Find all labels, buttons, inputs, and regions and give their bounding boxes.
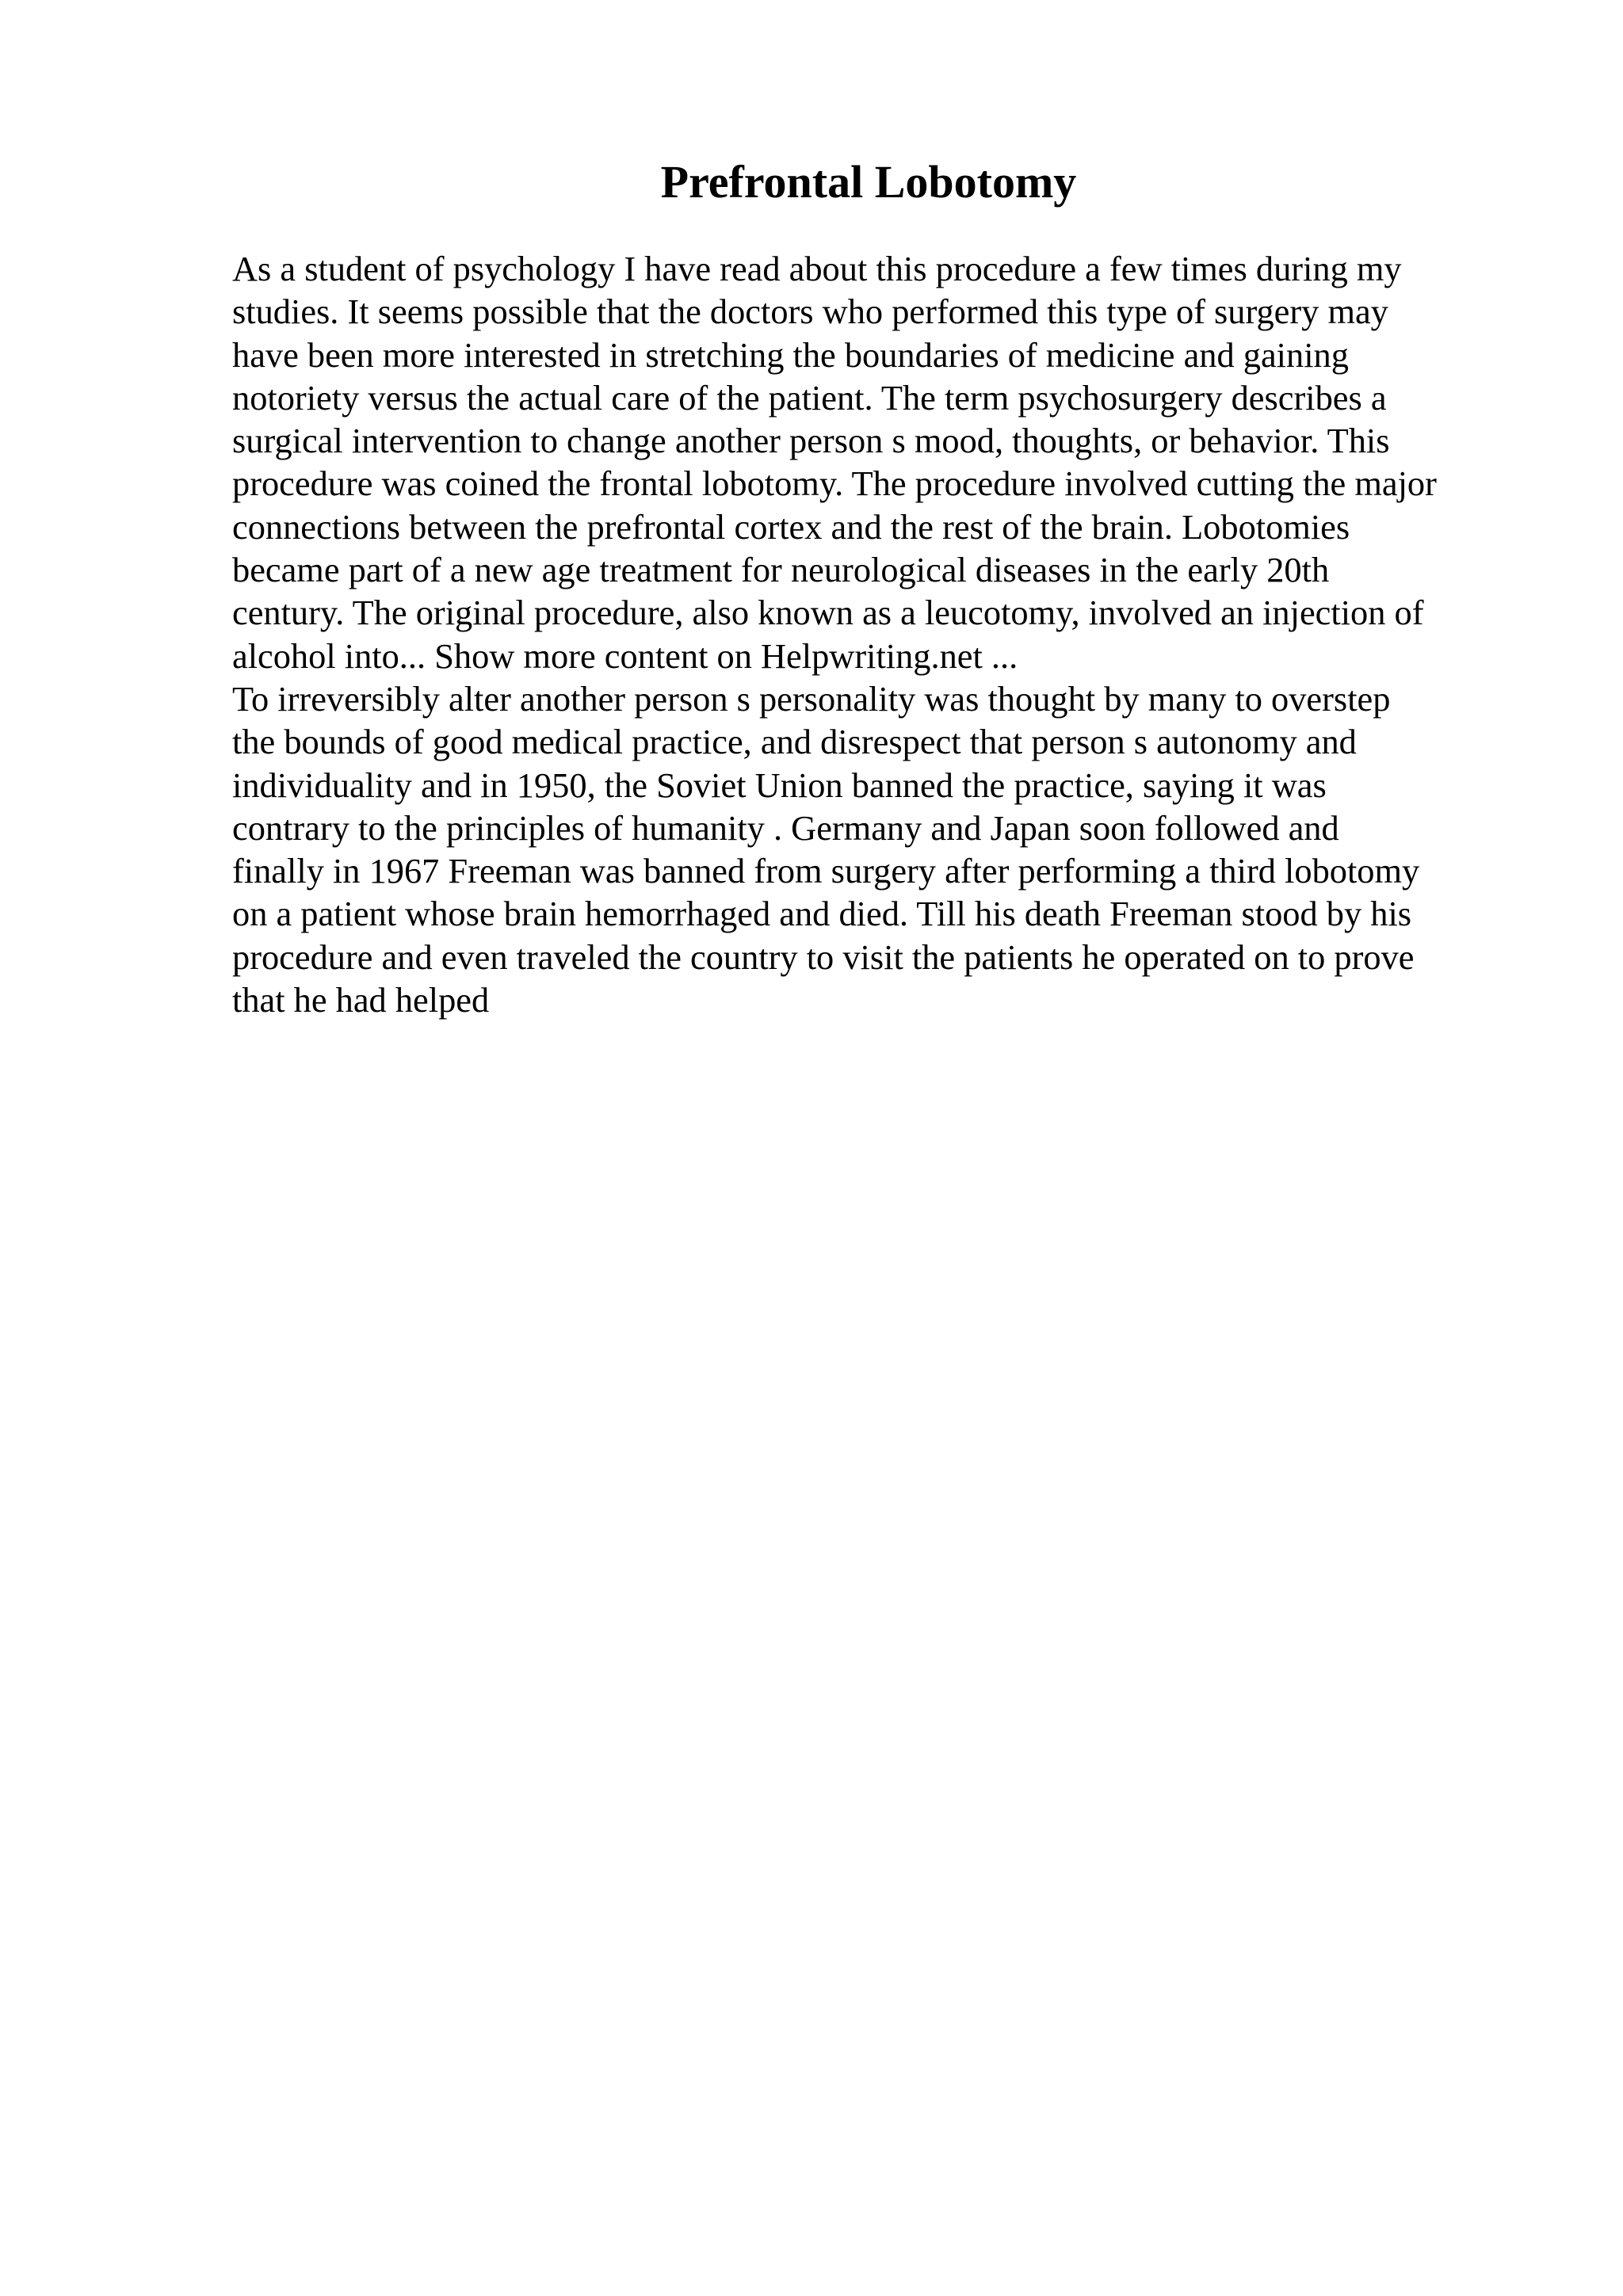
text-line: connections between the prefrontal cortex and the rest of the brain. Lobotomies [232, 506, 1350, 547]
page-title: Prefrontal Lobotomy [660, 156, 1077, 208]
text-line: To irreversibly alter another person s personality was thought by many to overstep [232, 678, 1391, 719]
text-line: contrary to the principles of humanity . Germany and Japan soon followed and [232, 807, 1339, 848]
text-line: procedure was coined the frontal lobotomy. The procedure involved cutting the major [232, 463, 1437, 504]
text-line: on a patient whose brain hemorrhaged and died. Till his death Freeman stood by his [232, 894, 1412, 934]
text-line: finally in 1967 Freeman was banned from surgery after performing a third lobotomy [232, 851, 1420, 891]
text-line: studies. It seems possible that the doctors who performed this type of surgery may [232, 292, 1388, 332]
text-line: became part of a new age treatment for neurological diseases in the early 20th [232, 550, 1330, 590]
text-line: As a student of psychology I have read about this procedure a few times during my [232, 249, 1402, 288]
text-line: procedure and even traveled the country to visit the patients he operated on to prove [232, 936, 1415, 977]
text-line: alcohol into... Show more content on Helpwriting.net ... [232, 635, 1018, 676]
text-line: have been more interested in stretching the boundaries of medicine and gaining [232, 334, 1349, 375]
text-line: individuality and in 1950, the Soviet Union banned the practice, saying it was [232, 765, 1327, 805]
text-line: surgical intervention to change another person s mood, thoughts, or behavior. This [232, 421, 1390, 461]
text-line: notoriety versus the actual care of the patient. The term psychosurgery describes a [232, 377, 1387, 418]
text-line: that he had helped [232, 980, 490, 1020]
text-line: the bounds of good medical practice, and disrespect that person s autonomy and [232, 722, 1357, 762]
body-text [232, 247, 1516, 1021]
text-line: century. The original procedure, also known as a leucotomy, involved an injection of [232, 593, 1424, 633]
